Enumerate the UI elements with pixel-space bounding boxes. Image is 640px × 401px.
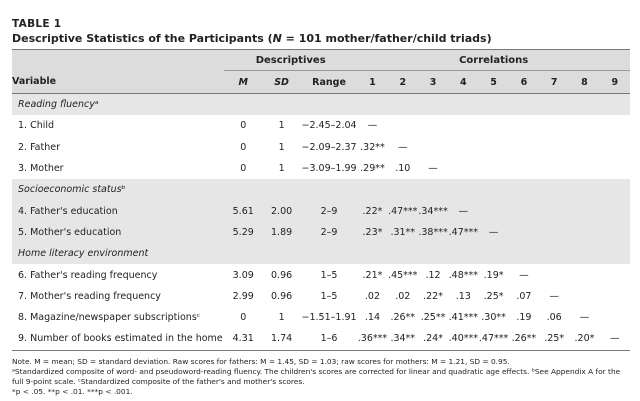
table-row — [12, 115, 630, 136]
correlation-cell — [600, 137, 630, 158]
correlation-cell — [569, 115, 599, 136]
correlation-cell: .24* — [423, 333, 443, 345]
correlation-cell — [600, 286, 630, 307]
mean-cell: 0 — [240, 141, 247, 153]
correlation-cell: .45*** — [388, 269, 418, 281]
mean-cell: 5.61 — [224, 200, 262, 221]
sd-cell: 1 — [278, 120, 285, 132]
correlation-cell: .41*** — [448, 312, 478, 324]
correlation-cell — [448, 137, 478, 158]
sd-cell: 2.00 — [262, 200, 300, 221]
mean-cell: 5.29 — [224, 222, 262, 243]
correlation-cell: .02 — [395, 290, 411, 302]
correlation-cell — [478, 115, 508, 136]
section-row — [12, 243, 630, 264]
table-row — [12, 137, 630, 158]
column-header: 2 — [388, 71, 418, 94]
column-header: 5 — [478, 71, 508, 94]
correlation-cell: .13 — [455, 290, 471, 302]
correlation-cell: .22* — [357, 200, 387, 221]
sd-cell: 1.74 — [271, 333, 293, 345]
statistics-table — [12, 49, 630, 351]
range-cell: −1.51–1.91 — [301, 312, 357, 324]
correlation-cell — [448, 158, 478, 179]
variable-cell: 1. Child — [18, 120, 55, 132]
correlation-cell — [539, 264, 569, 285]
variable-cell: 8. Magazine/newspaper subscriptionsᶜ — [18, 312, 201, 324]
correlation-cell — [569, 286, 599, 307]
correlation-cell — [569, 137, 599, 158]
column-header: 6 — [509, 71, 539, 94]
correlation-cell: — — [519, 269, 529, 281]
correlation-cell: .29** — [360, 163, 385, 175]
correlation-cell — [478, 137, 508, 158]
mean-cell: 2.99 — [232, 290, 254, 302]
correlation-cell — [539, 137, 569, 158]
column-header: SD — [262, 71, 300, 94]
column-header: 1 — [357, 71, 387, 94]
variable-cell: 4. Father's education — [12, 200, 224, 221]
sd-cell: 1.89 — [262, 222, 300, 243]
correlation-cell: — — [579, 312, 590, 324]
column-header: 7 — [539, 71, 569, 94]
sd-cell: 1 — [278, 141, 285, 153]
variable-cell: 7. Mother's reading frequency — [18, 290, 161, 302]
range-cell: −2.09–2.37 — [301, 141, 357, 153]
variable-cell: 6. Father's reading frequency — [18, 269, 158, 281]
correlation-cell: .20* — [574, 333, 595, 345]
mean-cell: 3.09 — [232, 269, 254, 281]
table-row — [12, 328, 630, 350]
table-title: Descriptive Statistics of the Participants (N = 101 mother/father/child triads) — [12, 32, 492, 45]
correlation-cell — [600, 200, 630, 221]
range-cell: 1–6 — [320, 333, 338, 345]
range-cell: −2.45–2.04 — [301, 120, 357, 132]
table-label: TABLE 1 — [12, 18, 62, 30]
correlation-cell: .10 — [395, 163, 411, 175]
section-row — [12, 179, 630, 200]
correlation-cell — [509, 200, 539, 221]
correlation-cell — [509, 115, 539, 136]
correlation-cell: — — [610, 333, 620, 345]
correlation-cell: .22* — [423, 290, 443, 302]
correlation-cell: .25** — [420, 312, 446, 324]
range-cell: 2–9 — [301, 222, 358, 243]
note-line-2: ᵃStandardized composite of word- and pseudoword-reading fluency. The children's scores are corrected for linear and quadratic age effects. ᵇSee Appendix A for the full 9-point scale. ᶜStandardized composite of the father's and mother's scores. — [12, 366, 621, 386]
correlation-cell: — — [549, 290, 559, 302]
mean-cell: 0 — [240, 120, 247, 132]
column-header: 8 — [569, 71, 599, 94]
correlation-cell: .47*** — [388, 200, 418, 221]
variable-cell: 9. Number of books estimated in the home — [18, 333, 223, 345]
correlation-cell — [478, 200, 508, 221]
correlation-cell: .25* — [483, 290, 504, 302]
correlation-cell: .30** — [481, 312, 506, 324]
correlation-cell: .26** — [390, 312, 416, 324]
correlation-cell — [478, 158, 508, 179]
correlation-cell: .34** — [390, 333, 416, 345]
correlation-cell: .19* — [483, 269, 504, 281]
section-label: Reading fluencyᵃ — [12, 94, 630, 116]
range-cell: 1–5 — [320, 290, 338, 302]
column-header: 4 — [448, 71, 478, 94]
correlation-cell: — — [398, 141, 408, 153]
correlation-cell: — — [448, 200, 478, 221]
correlation-cell: .21* — [362, 269, 383, 281]
correlation-cell — [600, 307, 630, 328]
range-cell: 1–5 — [320, 269, 338, 281]
range-cell: −3.09–1.99 — [301, 163, 357, 175]
note-line-1: Note. M = mean; SD = standard deviation. Raw scores for fathers: M = 1.45, SD = 1.03; raw scores for mothers: M = 1.21, SD = 0.95. — [12, 356, 510, 366]
section-label: Socioeconomic statusᵇ — [12, 179, 630, 200]
sd-cell: 0.96 — [271, 290, 293, 302]
correlation-cell — [509, 137, 539, 158]
correlation-cell — [600, 222, 630, 243]
column-header: 3 — [418, 71, 448, 94]
correlation-cell — [388, 115, 418, 136]
correlation-cell: — — [367, 120, 378, 132]
correlation-cell: — — [478, 222, 508, 243]
sd-cell: 1 — [278, 163, 285, 175]
correlation-cell: .47*** — [478, 333, 509, 345]
correlation-cell: .23* — [357, 222, 387, 243]
table-row — [12, 158, 630, 179]
correlation-cell: .26** — [511, 333, 537, 345]
mean-cell: 0 — [240, 163, 247, 175]
correlation-cell — [539, 200, 569, 221]
correlation-cell — [569, 264, 599, 285]
correlation-cell — [569, 222, 599, 243]
correlation-cell — [600, 158, 630, 179]
correlation-cell — [509, 158, 539, 179]
table-document — [12, 0, 636, 397]
group-header-descriptives: Descriptives — [224, 50, 357, 71]
mean-cell: 4.31 — [232, 333, 254, 345]
correlation-cell: .31** — [388, 222, 418, 243]
correlation-cell: .47*** — [448, 222, 478, 243]
section-label: Home literacy environment — [12, 243, 630, 264]
correlation-cell: .36*** — [357, 333, 388, 345]
correlation-cell: .12 — [425, 269, 441, 281]
correlation-cell — [539, 115, 569, 136]
correlation-cell — [448, 115, 478, 136]
correlation-cell — [539, 222, 569, 243]
table-notes — [12, 357, 628, 397]
correlation-cell: .06 — [546, 312, 562, 324]
group-header-correlations: Correlations — [357, 50, 630, 71]
column-header: Variable — [12, 71, 224, 94]
correlation-cell: — — [428, 163, 438, 175]
correlation-cell — [569, 200, 599, 221]
column-header: Range — [301, 71, 358, 94]
table-row — [12, 307, 630, 328]
section-row — [12, 94, 630, 116]
correlation-cell: .34*** — [418, 200, 448, 221]
correlation-cell: .48*** — [448, 269, 478, 281]
correlation-cell: .32** — [360, 141, 385, 153]
mean-cell: 0 — [240, 312, 247, 324]
sd-cell: 1 — [278, 312, 285, 324]
table-row — [12, 286, 630, 307]
correlation-cell: .19 — [516, 312, 532, 324]
correlation-cell — [600, 264, 630, 285]
correlation-cell: .40*** — [448, 333, 478, 345]
group-header-blank — [12, 50, 224, 71]
range-cell: 2–9 — [301, 200, 358, 221]
sd-cell: 0.96 — [271, 269, 293, 281]
correlation-cell: .38*** — [418, 222, 448, 243]
correlation-cell — [569, 158, 599, 179]
table-row — [12, 264, 630, 285]
table-row — [12, 200, 630, 221]
note-line-3: *p < .05. **p < .01. ***p < .001. — [12, 386, 133, 396]
column-header: M — [224, 71, 262, 94]
correlation-cell — [418, 137, 448, 158]
variable-cell: 2. Father — [18, 141, 60, 153]
variable-cell: 5. Mother's education — [12, 222, 224, 243]
correlation-cell — [509, 222, 539, 243]
correlation-cell: .02 — [364, 290, 381, 302]
correlation-cell: .07 — [516, 290, 532, 302]
correlation-cell — [539, 158, 569, 179]
table-row — [12, 222, 630, 243]
correlation-cell — [600, 115, 630, 136]
column-header: 9 — [600, 71, 630, 94]
correlation-cell: .25* — [544, 333, 565, 345]
correlation-cell — [418, 115, 448, 136]
variable-cell: 3. Mother — [18, 163, 64, 175]
correlation-cell: .14 — [364, 312, 381, 324]
